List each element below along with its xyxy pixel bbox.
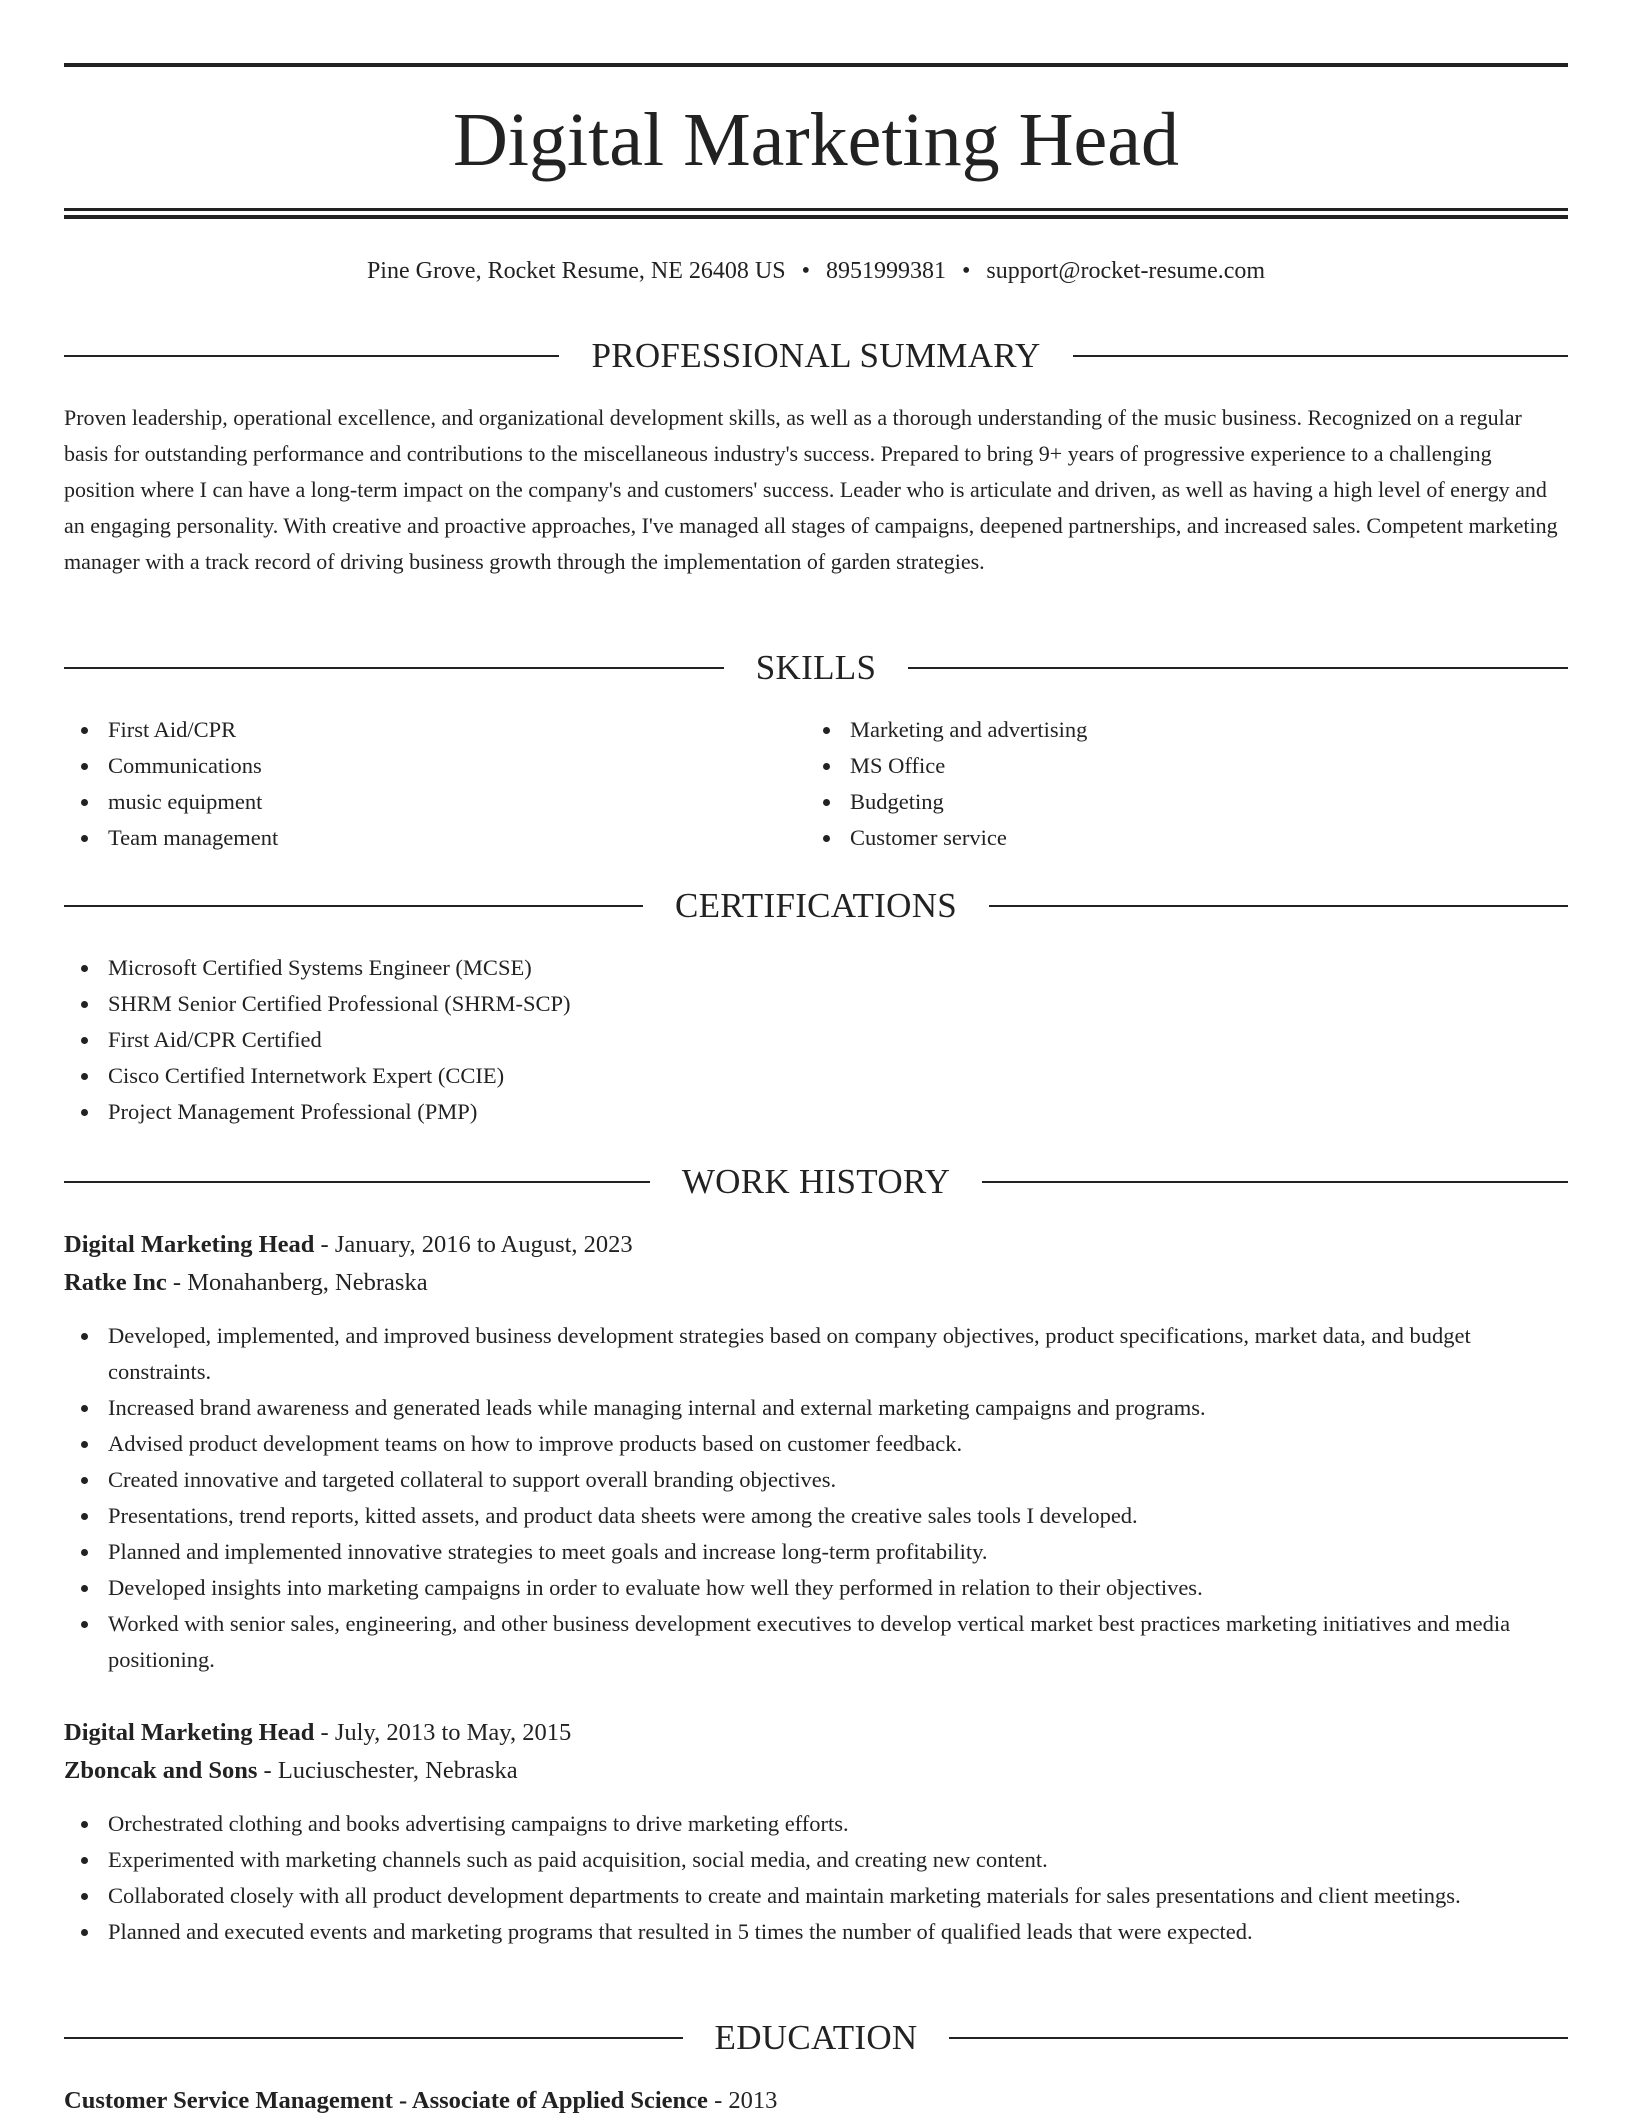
resume-title: Digital Marketing Head <box>452 98 1179 182</box>
list-item: Created innovative and targeted collateral to support overall branding objectives. <box>64 1462 1568 1498</box>
section-rule-left <box>64 667 724 669</box>
skills-list-left <box>64 712 764 856</box>
job-entry <box>64 1714 1568 1950</box>
job-company: Zboncak and Sons <box>64 1757 258 1784</box>
job-company: Ratke Inc <box>64 1269 167 1296</box>
contact-separator: • <box>961 258 971 284</box>
contact-line <box>64 254 1568 288</box>
contact-email: support@rocket-resume.com <box>986 258 1266 284</box>
list-item: Cisco Certified Internetwork Expert (CCIE) <box>64 1058 1568 1094</box>
job-dates: January, 2016 to August, 2023 <box>334 1231 633 1258</box>
job-company-line <box>64 1264 1568 1302</box>
certifications-list <box>64 950 1568 1130</box>
section-title-education: EDUCATION <box>714 2018 918 2057</box>
list-item: First Aid/CPR <box>64 712 764 748</box>
list-item: Increased brand awareness and generated leads while managing internal and external marketing campaigns and programs. <box>64 1390 1568 1426</box>
list-item: Team management <box>64 820 764 856</box>
contact-separator: • <box>801 258 810 284</box>
section-rule-left <box>64 1181 650 1183</box>
job-title: Digital Marketing Head <box>64 1719 315 1746</box>
list-item: Worked with senior sales, engineering, and other business development executives to develop vertical market best practices marketing initiatives and media positioning. <box>64 1606 1568 1678</box>
summary-text: Proven leadership, operational excellence, and organizational development skills, as well as a thorough understanding of the music business. Recognized on a regular basis for outstanding performance and contributions to the miscellaneous industry's success. Prepared to bring 9+ years of progressive experience to a challenging position where I can have a long-term impact on the company's and customers' success. Leader who is articulate and driven, as well as having a high level of energy and an engaging personality. With creative and proactive approaches, I've managed all stages of campaigns, deepened partnerships, and increased sales. Competent marketing manager with a track record of driving business growth through the implementation of garden strategies. <box>64 405 1558 574</box>
contact-address: Pine Grove, Rocket Resume, NE 26408 US <box>366 258 786 284</box>
section-rule-left <box>64 355 559 357</box>
section-rule-right <box>989 905 1568 907</box>
list-item: SHRM Senior Certified Professional (SHRM-SCP) <box>64 986 1568 1022</box>
section-title-certifications: CERTIFICATIONS <box>674 886 958 925</box>
job-title-line <box>64 1226 1568 1264</box>
list-item: Customer service <box>806 820 1506 856</box>
list-item: Planned and executed events and marketing programs that resulted in 5 times the number of qualified leads that were expected. <box>64 1914 1568 1950</box>
dash: - <box>166 1269 188 1296</box>
section-rule-right <box>1073 355 1568 357</box>
contact-phone: 8951999381 <box>825 258 946 284</box>
list-item: Marketing and advertising <box>806 712 1506 748</box>
education-year: 2013 <box>728 2087 778 2114</box>
list-item: Presentations, trend reports, kitted assets, and product data sheets were among the creative sales tools I developed. <box>64 1498 1568 1534</box>
section-rule-left <box>64 2037 683 2039</box>
list-item: Microsoft Certified Systems Engineer (MCSE) <box>64 950 1568 986</box>
education-degree: Customer Service Management - Associate of Applied Science <box>64 2087 708 2114</box>
section-rule-left <box>64 905 643 907</box>
list-item: First Aid/CPR Certified <box>64 1022 1568 1058</box>
section-header-education <box>64 2016 1568 2060</box>
section-header-summary <box>64 334 1568 378</box>
job-location: Monahanberg, Nebraska <box>187 1269 428 1296</box>
dash: - <box>314 1719 335 1746</box>
title-rule-lower <box>64 215 1568 219</box>
section-header-certifications <box>64 884 1568 928</box>
top-rule <box>64 63 1568 67</box>
list-item: Collaborated closely with all product development departments to create and maintain marketing materials for sales presentations and client meetings. <box>64 1878 1568 1914</box>
list-item: Budgeting <box>806 784 1506 820</box>
list-item: Project Management Professional (PMP) <box>64 1094 1568 1130</box>
dash: - <box>314 1231 335 1258</box>
list-item: Developed insights into marketing campaigns in order to evaluate how well they performed in relation to their objectives. <box>64 1570 1568 1606</box>
education-entry <box>64 2082 1568 2120</box>
section-rule-right <box>949 2037 1568 2039</box>
section-title-work-history: WORK HISTORY <box>681 1162 951 1201</box>
dash: - <box>707 2087 729 2114</box>
job-location: Luciuschester, Nebraska <box>277 1757 518 1784</box>
job-bullets <box>64 1806 1568 1950</box>
job-bullets <box>64 1318 1568 1678</box>
job-dates: July, 2013 to May, 2015 <box>334 1719 572 1746</box>
job-company-line <box>64 1752 1568 1790</box>
list-item: Communications <box>64 748 764 784</box>
section-header-work-history <box>64 1160 1568 1204</box>
job-title-line <box>64 1714 1568 1752</box>
list-item: Experimented with marketing channels such as paid acquisition, social media, and creating new content. <box>64 1842 1568 1878</box>
skills-list-right <box>806 712 1506 856</box>
section-title-summary: PROFESSIONAL SUMMARY <box>591 336 1041 375</box>
list-item: Advised product development teams on how to improve products based on customer feedback. <box>64 1426 1568 1462</box>
section-rule-right <box>982 1181 1568 1183</box>
list-item: music equipment <box>64 784 764 820</box>
job-entry <box>64 1226 1568 1678</box>
job-title: Digital Marketing Head <box>64 1231 315 1258</box>
list-item: Developed, implemented, and improved business development strategies based on company objectives, product specifications, market data, and budget constraints. <box>64 1318 1568 1390</box>
list-item: Orchestrated clothing and books advertising campaigns to drive marketing efforts. <box>64 1806 1568 1842</box>
section-rule-right <box>908 667 1568 669</box>
dash: - <box>257 1757 278 1784</box>
section-title-skills: SKILLS <box>755 648 877 687</box>
title-rule-upper <box>64 208 1568 211</box>
section-header-skills <box>64 646 1568 690</box>
list-item: Planned and implemented innovative strategies to meet goals and increase long-term profitability. <box>64 1534 1568 1570</box>
list-item: MS Office <box>806 748 1506 784</box>
